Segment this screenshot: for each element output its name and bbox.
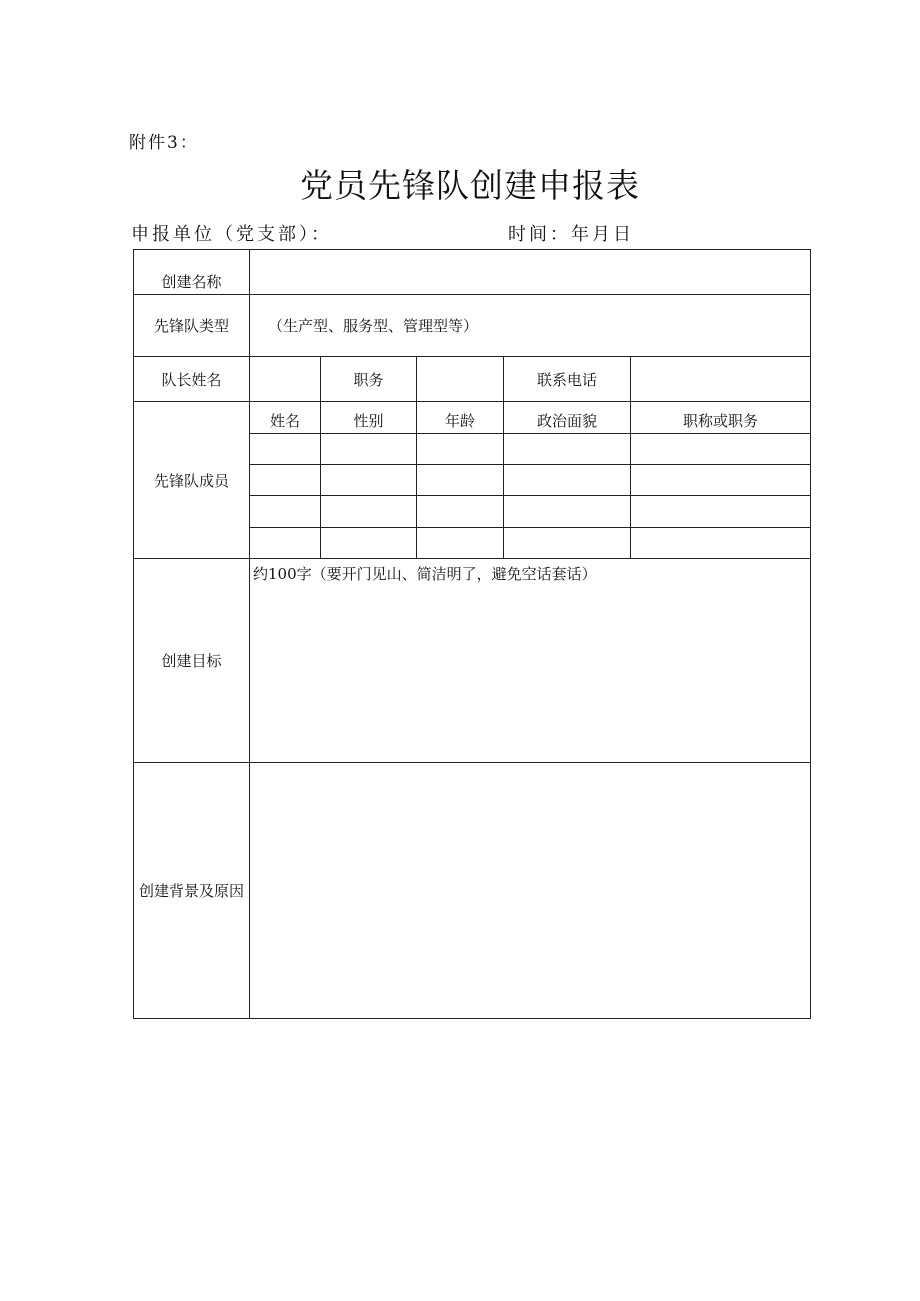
member-age-cell[interactable] bbox=[417, 465, 504, 496]
member-age-cell[interactable] bbox=[417, 434, 504, 465]
member-gender-cell[interactable] bbox=[321, 465, 417, 496]
position-label: 职务 bbox=[321, 357, 417, 402]
row-creation-name bbox=[134, 250, 811, 295]
date-label: 时间：年月日 bbox=[508, 224, 634, 245]
member-name-cell[interactable] bbox=[250, 496, 321, 528]
member-political-cell[interactable] bbox=[504, 496, 631, 528]
position-field[interactable] bbox=[417, 357, 504, 402]
captain-name-field[interactable] bbox=[250, 357, 321, 402]
background-field[interactable] bbox=[250, 763, 811, 1019]
member-title-cell[interactable] bbox=[631, 465, 811, 496]
member-age-cell[interactable] bbox=[417, 496, 504, 528]
team-type-label: 先锋队类型 bbox=[134, 295, 250, 357]
background-label: 创建背景及原因 bbox=[134, 763, 250, 1019]
creation-name-field[interactable] bbox=[250, 250, 811, 295]
member-col-title: 职称或职务 bbox=[631, 402, 811, 434]
member-gender-cell[interactable] bbox=[321, 496, 417, 528]
application-form-table bbox=[133, 249, 811, 1019]
member-name-cell[interactable] bbox=[250, 434, 321, 465]
member-title-cell[interactable] bbox=[631, 496, 811, 528]
member-political-cell[interactable] bbox=[504, 465, 631, 496]
row-creation-goal bbox=[134, 559, 811, 763]
row-team-type bbox=[134, 295, 811, 357]
member-name-cell[interactable] bbox=[250, 528, 321, 559]
member-title-cell[interactable] bbox=[631, 528, 811, 559]
captain-name-label: 队长姓名 bbox=[134, 357, 250, 402]
member-gender-cell[interactable] bbox=[321, 528, 417, 559]
member-political-cell[interactable] bbox=[504, 528, 631, 559]
member-name-cell[interactable] bbox=[250, 465, 321, 496]
member-col-political-status: 政治面貌 bbox=[504, 402, 631, 434]
member-col-gender: 性别 bbox=[321, 402, 417, 434]
creation-goal-field[interactable]: 约100字（要开门见山、简洁明了，避免空话套话） bbox=[250, 559, 811, 763]
phone-label: 联系电话 bbox=[504, 357, 631, 402]
creation-name-label: 创建名称 bbox=[134, 250, 250, 295]
member-title-cell[interactable] bbox=[631, 434, 811, 465]
reporting-unit-label: 申报单位（党支部）： bbox=[131, 224, 332, 245]
member-age-cell[interactable] bbox=[417, 528, 504, 559]
member-col-name: 姓名 bbox=[250, 402, 321, 434]
team-type-field[interactable]: （生产型、服务型、管理型等） bbox=[250, 295, 811, 357]
row-captain bbox=[134, 357, 811, 402]
members-label: 先锋队成员 bbox=[134, 402, 250, 559]
member-col-age: 年龄 bbox=[417, 402, 504, 434]
form-title: 党员先锋队创建申报表 bbox=[300, 166, 640, 205]
row-background bbox=[134, 763, 811, 1019]
member-political-cell[interactable] bbox=[504, 434, 631, 465]
annex-label: 附件3： bbox=[129, 133, 199, 153]
member-gender-cell[interactable] bbox=[321, 434, 417, 465]
creation-goal-label: 创建目标 bbox=[134, 559, 250, 763]
phone-field[interactable] bbox=[631, 357, 811, 402]
row-member-header bbox=[134, 402, 811, 434]
